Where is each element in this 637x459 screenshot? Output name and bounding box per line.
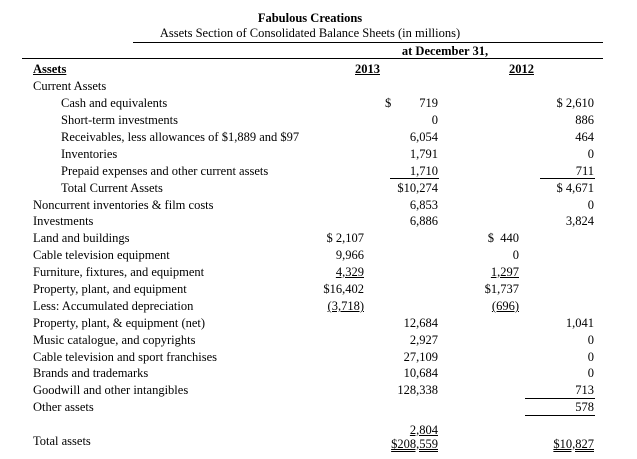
row-label-short-term: Short-term investments (61, 113, 178, 127)
accum-dep-2013: (3,718) (327, 299, 364, 313)
goodwill-2013: 128,338 (397, 383, 438, 397)
other-assets-2012: 578 (575, 400, 594, 414)
investments-2012: 3,824 (565, 214, 594, 228)
header-rule (133, 42, 603, 43)
furniture-2013: 4,329 (335, 265, 364, 279)
cash-2013: 719 (419, 96, 438, 110)
prepaid-2013: 1,710 (409, 164, 438, 178)
noncurrent-inventories-2012: 0 (587, 198, 594, 212)
ppe-net-2013: 12,684 (403, 316, 438, 330)
row-label-accum-dep: Less: Accumulated depreciation (33, 299, 194, 313)
music-2013: 2,927 (409, 333, 438, 347)
other-assets-2013: 2,804 (409, 423, 438, 437)
report-subtitle: Assets Section of Consolidated Balance Sheets (in millions) (159, 26, 461, 40)
row-label-furniture: Furniture, fixtures, and equipment (33, 265, 205, 279)
row-label-prepaid: Prepaid expenses and other current assets (61, 164, 269, 178)
row-label-goodwill: Goodwill and other intangibles (33, 383, 189, 397)
franchises-2012: 0 (587, 350, 594, 364)
row-label-music: Music catalogue, and copyrights (33, 333, 196, 347)
column-2012-header: 2012 (509, 62, 534, 76)
row-label-cable-equipment: Cable television equipment (33, 248, 170, 262)
header-rule-2 (22, 58, 603, 59)
row-label-total-current: Total Current Assets (61, 181, 163, 195)
row-label-current-assets: Current Assets (33, 79, 107, 93)
receivables-2012: 464 (575, 130, 594, 144)
accum-dep-2012: (696) (491, 299, 519, 313)
investments-2013: 6,886 (409, 214, 438, 228)
ppe-2013: $16,402 (323, 282, 364, 296)
short-term-2012: 886 (575, 113, 594, 127)
brands-2012: 0 (587, 366, 594, 380)
total-assets-2012: $10,827 (553, 437, 594, 451)
total-assets-2013: $208,559 (391, 437, 438, 451)
row-label-land: Land and buildings (33, 231, 130, 245)
row-label-total-assets: Total assets (33, 434, 91, 448)
row-label-other-assets: Other assets (33, 400, 94, 414)
land-2012: $ 440 (487, 231, 519, 245)
ppe-2012: $1,737 (484, 282, 519, 296)
other-assets-rule-2012 (525, 398, 595, 399)
row-label-ppe: Property, plant, and equipment (33, 282, 187, 296)
row-label-cash: Cash and equivalents (61, 96, 168, 110)
cash-2013-dollar: $ (385, 96, 392, 110)
total-current-2013: $10,274 (397, 181, 438, 195)
row-label-inventories: Inventories (61, 147, 118, 161)
cable-equipment-2012: 0 (512, 248, 519, 262)
subtotal-rule-2012 (540, 178, 595, 179)
furniture-2012: 1,297 (490, 265, 519, 279)
land-2013: $ 2,107 (326, 231, 364, 245)
receivables-2013: 6,054 (409, 130, 438, 144)
ppe-net-2012: 1,041 (565, 316, 594, 330)
company-name: Fabulous Creations (257, 11, 363, 25)
date-header: at December 31, (401, 44, 489, 58)
inventories-2013: 1,791 (409, 147, 438, 161)
subtotal-rule-2013 (390, 178, 439, 179)
cash-2012: $ 2,610 (556, 96, 594, 110)
column-2013-header: 2013 (355, 62, 380, 76)
prepaid-2012: 711 (575, 164, 594, 178)
goodwill-2012: 713 (575, 383, 594, 397)
row-label-franchises: Cable television and sport franchises (33, 350, 217, 364)
row-label-brands: Brands and trademarks (33, 366, 149, 380)
row-label-receivables: Receivables, less allowances of $1,889 and $97 (61, 130, 300, 144)
row-label-investments: Investments (33, 214, 94, 228)
franchises-2013: 27,109 (403, 350, 438, 364)
row-label-noncurrent-inventories: Noncurrent inventories & film costs (33, 198, 214, 212)
total-current-2012: $ 4,671 (556, 181, 594, 195)
short-term-2013: 0 (431, 113, 438, 127)
assets-heading: Assets (33, 62, 67, 76)
total-rule-2012 (525, 415, 595, 416)
brands-2013: 10,684 (403, 366, 438, 380)
cable-equipment-2013: 9,966 (335, 248, 364, 262)
music-2012: 0 (587, 333, 594, 347)
noncurrent-inventories-2013: 6,853 (409, 198, 438, 212)
inventories-2012: 0 (587, 147, 594, 161)
row-label-ppe-net: Property, plant, & equipment (net) (33, 316, 206, 330)
